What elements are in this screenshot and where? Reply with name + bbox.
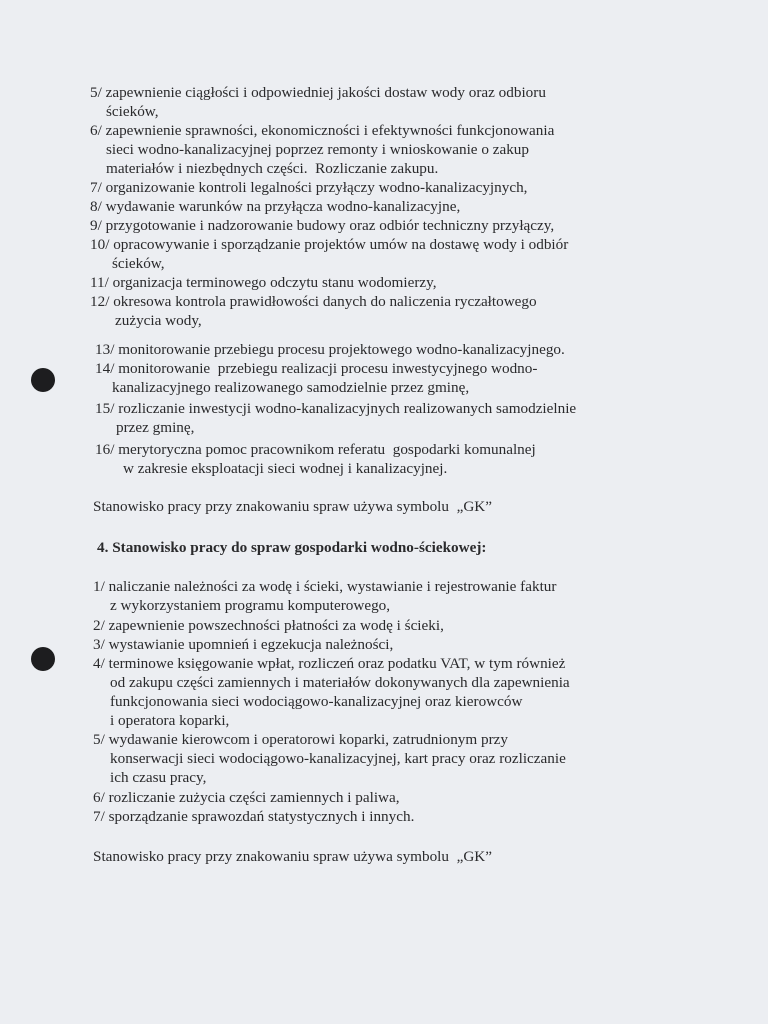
list-item-line: 12/ okresowa kontrola prawidłowości danych do naliczenia ryczałtowego (90, 293, 537, 310)
list-item-line: 11/ organizacja terminowego odczytu stanu wodomierzy, (90, 274, 437, 291)
list-item-line: 6/ rozliczanie zużycia części zamiennych i paliwa, (93, 789, 400, 806)
list-item-line: w zakresie eksploatacji sieci wodnej i kanalizacyjnej. (123, 460, 448, 477)
list-item-line: 8/ wydawanie warunków na przyłącza wodno-kanalizacyjne, (90, 198, 461, 215)
list-item-line: przez gminę, (116, 419, 195, 436)
list-item-line: 4/ terminowe księgowanie wpłat, rozliczeń oraz podatku VAT, w tym również (93, 655, 566, 672)
list-item-line: ich czasu pracy, (110, 769, 207, 786)
list-item-line: 9/ przygotowanie i nadzorowanie budowy oraz odbiór techniczny przyłączy, (90, 217, 555, 234)
symbol-note: Stanowisko pracy przy znakowaniu spraw używa symbolu „GK” (93, 498, 492, 515)
list-item-line: z wykorzystaniem programu komputerowego, (110, 597, 391, 614)
punch-hole-bottom (31, 647, 55, 671)
list-item-line: ścieków, (106, 103, 159, 120)
list-item-line: 1/ naliczanie należności za wodę i ścieki, wystawianie i rejestrowanie faktur (93, 578, 557, 595)
list-item-line: 6/ zapewnienie sprawności, ekonomiczności i efektywności funkcjonowania (90, 122, 555, 139)
punch-hole-top (31, 368, 55, 392)
list-item-line: i operatora koparki, (110, 712, 230, 729)
list-item-line: 5/ zapewnienie ciągłości i odpowiedniej jakości dostaw wody oraz odbioru (90, 84, 546, 101)
list-item-line: 7/ organizowanie kontroli legalności przyłączy wodno-kanalizacyjnych, (90, 179, 528, 196)
list-item-line: 2/ zapewnienie powszechności płatności za wodę i ścieki, (93, 617, 444, 634)
list-item-line: materiałów i niezbędnych części. Rozliczanie zakupu. (106, 160, 439, 177)
list-item-line: zużycia wody, (115, 312, 202, 329)
section-heading: 4. Stanowisko pracy do spraw gospodarki wodno-ściekowej: (97, 539, 487, 556)
list-item-line: konserwacji sieci wodociągowo-kanalizacyjnej, kart pracy oraz rozliczanie (110, 750, 566, 767)
list-item-line: 13/ monitorowanie przebiegu procesu projektowego wodno-kanalizacyjnego. (95, 341, 565, 358)
list-item-line: 10/ opracowywanie i sporządzanie projektów umów na dostawę wody i odbiór (90, 236, 569, 253)
symbol-note: Stanowisko pracy przy znakowaniu spraw używa symbolu „GK” (93, 848, 492, 865)
list-item-line: ścieków, (112, 255, 165, 272)
list-item-line: 7/ sporządzanie sprawozdań statystycznych i innych. (93, 808, 415, 825)
list-item-line: 14/ monitorowanie przebiegu realizacji procesu inwestycyjnego wodno- (95, 360, 538, 377)
list-item-line: od zakupu części zamiennych i materiałów dokonywanych dla zapewnienia (110, 674, 570, 691)
list-item-line: funkcjonowania sieci wodociągowo-kanalizacyjnej oraz kierowców (110, 693, 523, 710)
list-item-line: 3/ wystawianie upomnień i egzekucja należności, (93, 636, 394, 653)
list-item-line: sieci wodno-kanalizacyjnej poprzez remonty i wnioskowanie o zakup (106, 141, 529, 158)
list-item-line: kanalizacyjnego realizowanego samodzielnie przez gminę, (112, 379, 470, 396)
list-item-line: 16/ merytoryczna pomoc pracownikom referatu gospodarki komunalnej (95, 441, 536, 458)
list-item-line: 15/ rozliczanie inwestycji wodno-kanalizacyjnych realizowanych samodzielnie (95, 400, 577, 417)
list-item-line: 5/ wydawanie kierowcom i operatorowi koparki, zatrudnionym przy (93, 731, 509, 748)
